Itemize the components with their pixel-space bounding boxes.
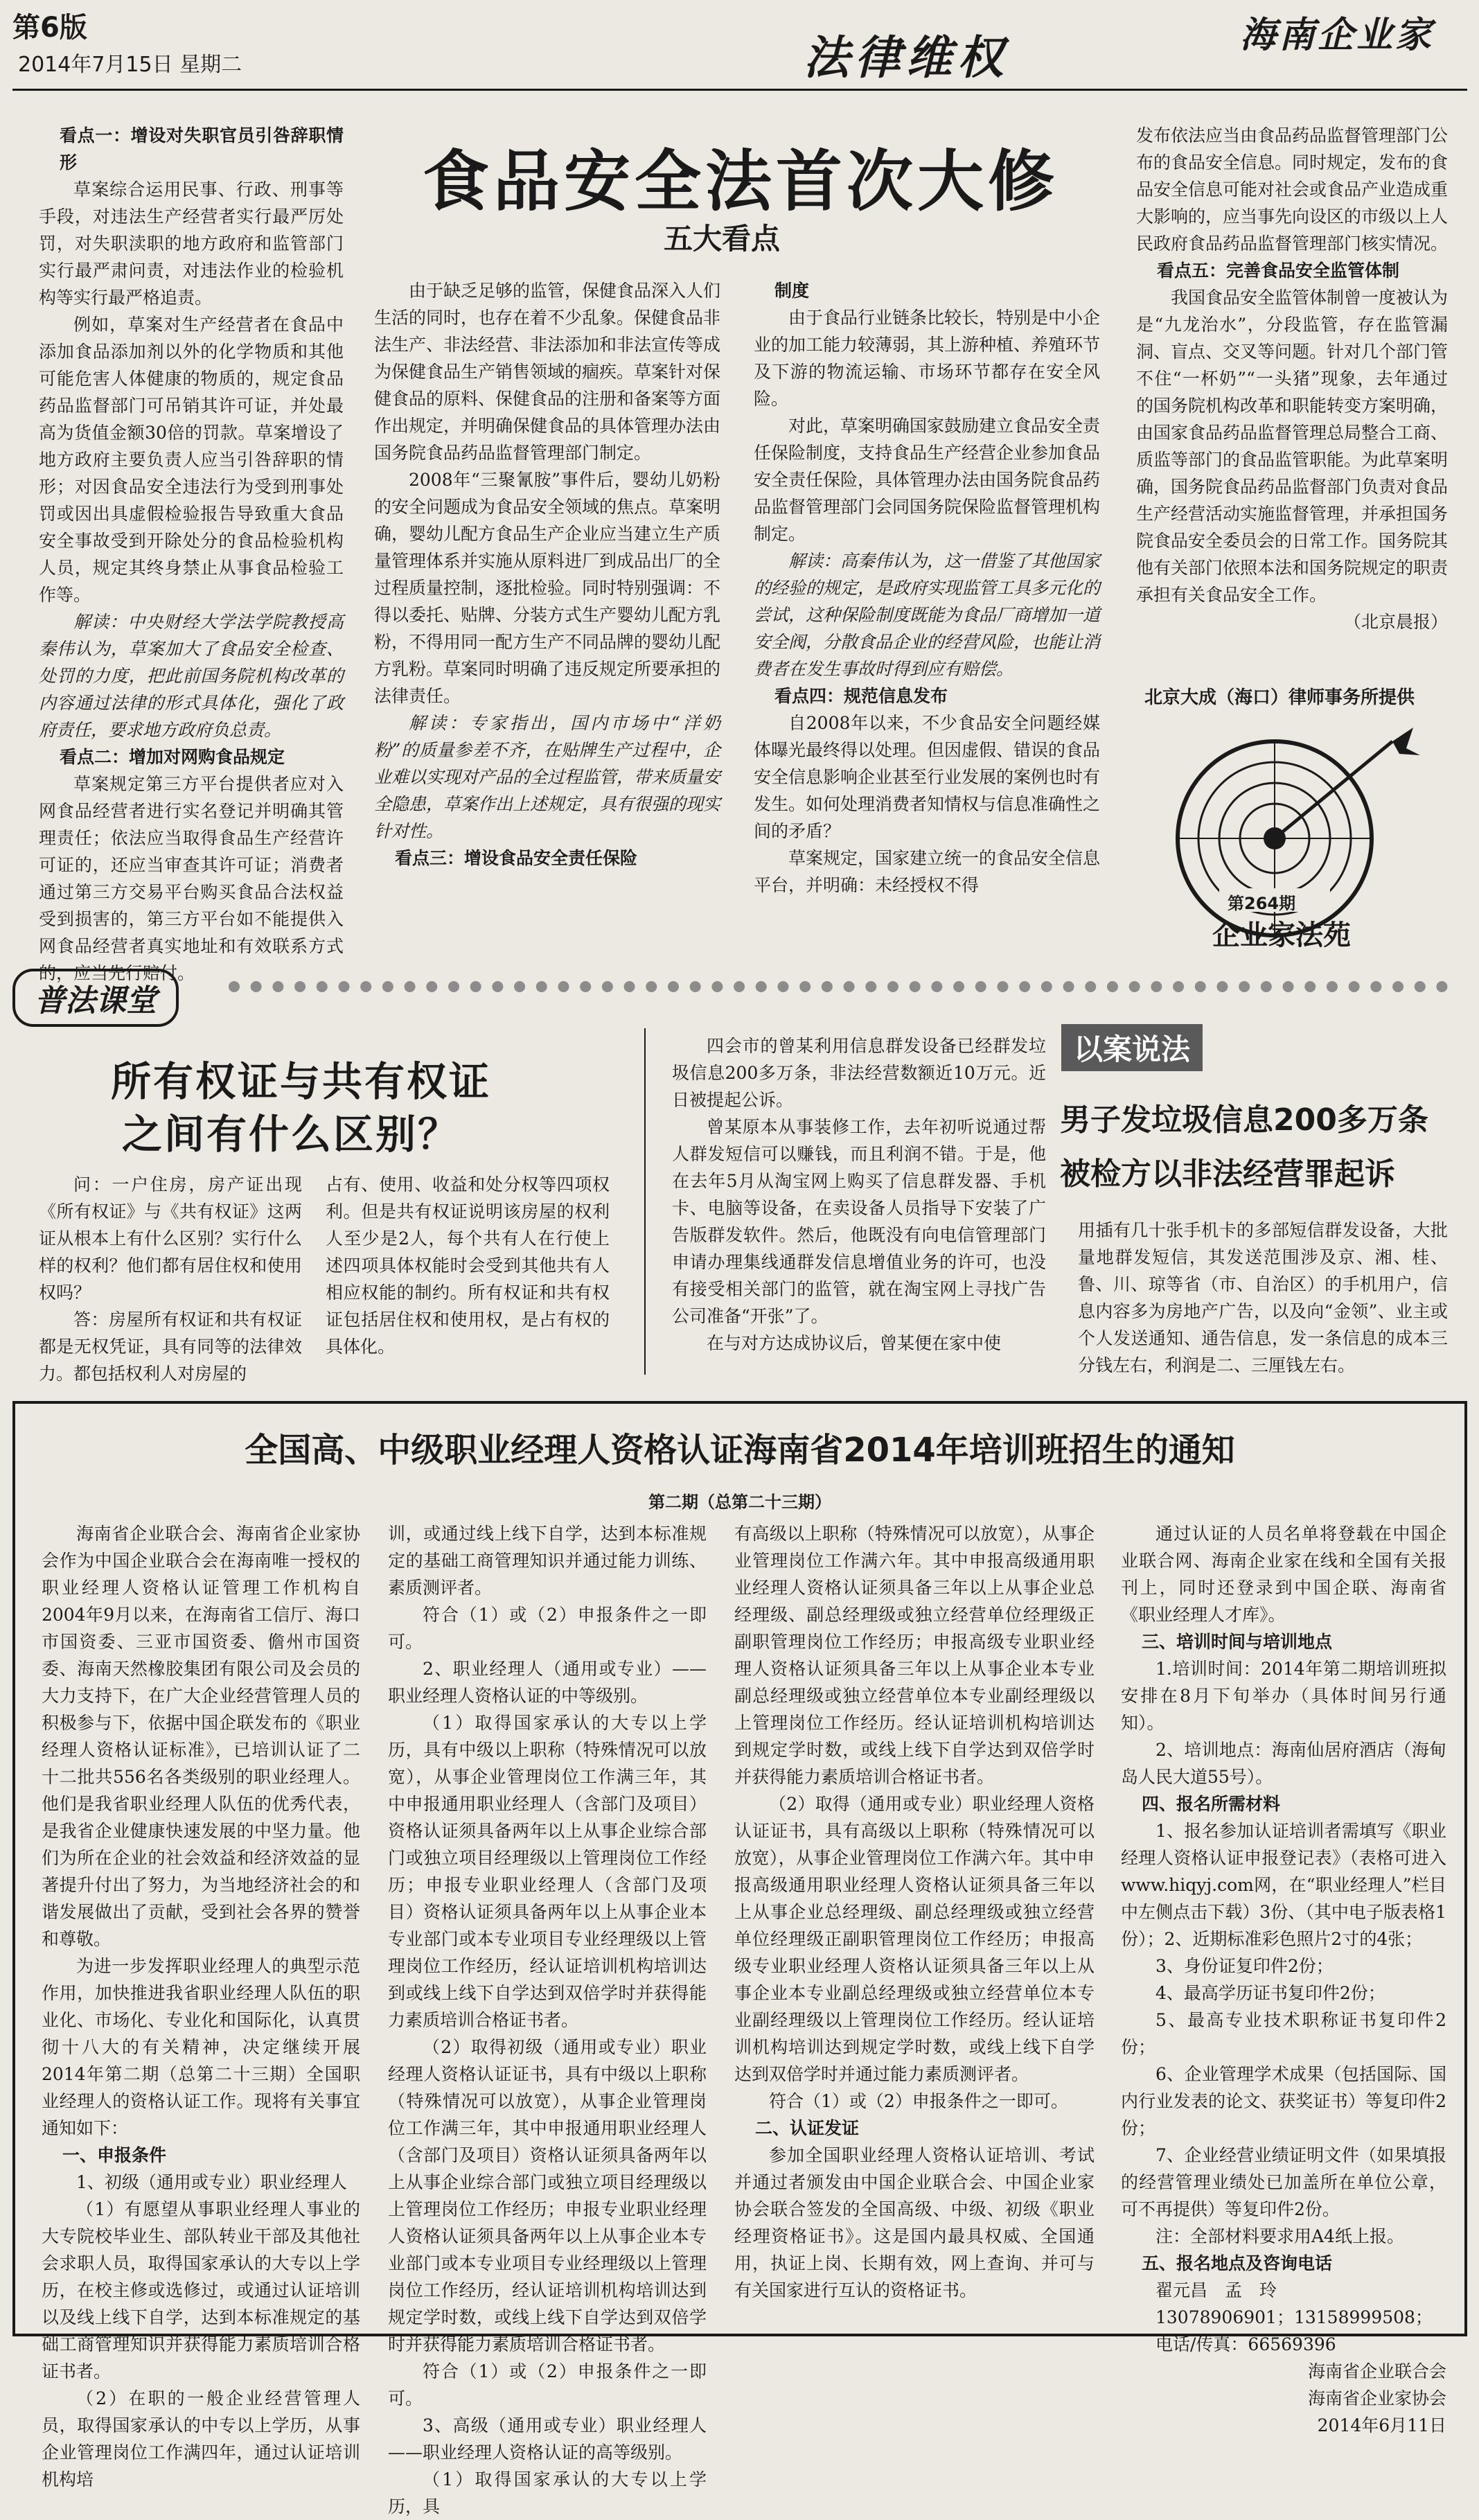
notice-col4 (1121, 1520, 1446, 2435)
paragraph: 1、报名参加认证培训者需填写《职业经理人资格认证申报登记表》（表格可进入www.hiqyj.com网，在“职业经理人”栏目中左侧点击下载）3份、（其中电子版表格1份）；2、近期标准彩色照片2寸的4张； (1121, 1821, 1446, 1949)
paragraph: 符合（1）或（2）申报条件之一即可。 (388, 2361, 707, 2408)
paragraph: 四会市的曾某利用信息群发设备已经群发垃圾信息200多万条，非法经营数额近10万元。近日被提起公诉。 (672, 1036, 1046, 1110)
paragraph: 5、最高专业技术职称证书复印件2份； (1121, 2010, 1446, 2057)
notice-col1 (42, 1520, 360, 2490)
paragraph: 曾某原本从事装修工作，去年初听说通过帮人群发短信可以赚钱，而且利润不错。于是，他在去年5月从淘宝网上购买了信息群发器、手机卡、电脑等设备，在卖设备人员指导下安装了广告版群发软件。然后，他既没有向电信管理部门申请办理集线通群发信息增值业务的许可，也没有接受相关部门的监管，就在淘宝网上寻找广告公司准备“开张”了。 (672, 1117, 1046, 1326)
paragraph: 3、高级（通用或专业）职业经理人——职业经理人资格认证的高等级别。 (388, 2415, 707, 2462)
paragraph: （1）有愿望从事职业经理人事业的大专院校毕业生、部队转业干部及其他社会求职人员，取得国家承认的大专以上学历，在校主修或选修过，或通过认证培训以及线上线下自学，达到本标准规定的基础工商管理知识并获得能力素质培训合格证书者。 (42, 2199, 360, 2381)
paragraph-heading: 二、认证发证 (755, 2118, 860, 2138)
paragraph: 草案综合运用民事、行政、刑事等手段，对违法生产经营者实行最严厉处罚，对失职渎职的地方政府和监管部门实行最严肃问责，对违法作业的检验机构等实行最严格追责。 (39, 179, 344, 308)
paragraph: 2008年“三聚氰胺”事件后，婴幼儿奶粉的安全问题成为食品安全领域的焦点。草案明确，婴幼儿配方食品生产企业应当建立生产质量管理体系并实施从原料进厂到成品出厂的全过程质量控制，逐批检验。同时特别强调：不得以委托、贴牌、分装方式生产婴幼儿配方乳粉，不得用同一配方生产不同品牌的婴幼儿配方乳粉。草案同时明确了违反规定所要承担的法律责任。 (374, 470, 721, 706)
paragraph: 6、企业管理学术成果（包括国际、国内行业发表的论文、获奖证书）等复印件2份； (1121, 2064, 1446, 2138)
paragraph: 草案规定第三方平台提供者应对入网食品经营者进行实名登记并明确其管理责任；依法应当取得食品生产经营许可证的，还应当审查其许可证；消费者通过第三方交易平台购买食品合法权益受到损害的，第三方平台如不能提供入网食品经营者真实地址和有效联系方式的，应当先行赔付。 (39, 774, 344, 983)
case-tag: 以案说法 (1061, 1024, 1203, 1071)
case-col-left (672, 1032, 1046, 1379)
paragraph: 7、企业经营业绩证明文件（如果填报的经营管理业绩处已加盖所在单位公章，可不再提供）等复印件2份。 (1121, 2145, 1446, 2219)
article1-col3 (754, 277, 1100, 956)
paragraph-heading: 看点一：增设对失职官员引咎辞职情形 (60, 125, 344, 173)
paragraph-heading: 一、申报条件 (62, 2145, 167, 2165)
paragraph: （2）在职的一般企业经营管理人员，取得国家承认的中专以上学历，从事企业管理岗位工作满四年，通过认证培训机构培 (42, 2388, 360, 2490)
paragraph: 为进一步发挥职业经理人的典型示范作用，加快推进我省职业经理人队伍的职业化、市场化、专业化和国际化，认真贯彻十八大的有关精神，决定继续开展2014年第二期（总第二十三期）全国职业经理人的资格认证工作。现将有关事宜通知如下： (42, 1956, 360, 2138)
notice-col2 (388, 1520, 707, 2517)
paragraph: 2、职业经理人（通用或专业）——职业经理人资格认证的中等级别。 (388, 1659, 707, 1706)
paragraph: 我国食品安全监管体制曾一度被认为是“九龙治水”，分段监管，存在监管漏洞、盲点、交叉等问题。针对几个部门管不住“一杯奶”“一头猪”现象，去年通过的国务院机构改革和职能转变方案明确，由国家食品药品监督管理总局整合工商、质监等部门的食品监管职能。为此草案明确，国务院食品药品监督部门负责对食品生产经营活动实施监督管理，并承担国务院食品安全委员会的日常工作。国务院其他有关部门依照本法和国务院规定的职责承担有关食品安全工作。 (1136, 288, 1449, 605)
paragraph: 符合（1）或（2）申报条件之一即可。 (388, 1605, 707, 1652)
pufa-col2 (326, 1171, 610, 1379)
article1-col4 (1136, 122, 1448, 676)
pufa-col1 (39, 1171, 302, 1384)
pufa-title-1: 所有权证与共有权证 (111, 1058, 492, 1105)
law-firm-credit: 北京大成（海口）律师事务所提供 (1144, 687, 1415, 708)
section-title: 法律维权 (804, 30, 1009, 85)
paragraph: 注：全部材料要求用A4纸上报。 (1155, 2226, 1404, 2246)
paragraph: 符合（1）或（2）申报条件之一即可。 (769, 2091, 1068, 2111)
headline: 食品安全法首次大修 (423, 143, 1059, 220)
paragraph: 发布依法应当由食品药品监督管理部门公布的食品安全信息。同时规定，发布的食品安全信息可能对社会或食品产业造成重大影响的，应当事先向设区的市级以上人民政府食品药品监督管理部门核实情况。 (1136, 125, 1449, 254)
issue-date: 2014年7月15日 星期二 (18, 53, 242, 77)
paragraph: 答：房屋所有权证和共有权证都是无权凭证，具有同等的法律效力。都包括权利人对房屋的 (39, 1310, 302, 1384)
notice-title: 全国高、中级职业经理人资格认证海南省2014年培训班招生的通知 (245, 1431, 1235, 1470)
paragraph: 自2008年以来，不少食品安全问题经媒体曝光最终得以处理。但因虚假、错误的食品安全信息影响企业甚至行业发展的案例也时有发生。如何处理消费者知情权与信息准确性之间的矛盾？ (754, 713, 1101, 841)
paragraph: 参加全国职业经理人资格认证培训、考试并通过者颁发由中国企业联合会、中国企业家协会联合签发的全国高级、中级、初级《职业经理资格证书》。这是国内最具权威、全国通用，执证上岗、长期有效，网上查询、并可与有关国家进行互认的资格证书。 (734, 2145, 1095, 2300)
column-name: 企业家法苑 (1212, 919, 1351, 951)
notice-issue: 第二期（总第二十三期） (648, 1492, 831, 1512)
case-title-1: 男子发垃圾信息200多万条 (1060, 1102, 1428, 1138)
paragraph: （北京晨报） (1343, 612, 1448, 632)
subheadline: 五大看点 (664, 222, 781, 256)
column-issue: 第264期 (1228, 894, 1296, 913)
paragraph: 翟元昌 孟 玲 (1155, 2280, 1277, 2300)
paragraph-heading: 看点二：增加对网购食品规定 (60, 747, 285, 767)
paragraph: 用插有几十张手机卡的多部短信群发设备，大批量地群发短信，其发送范围涉及京、湘、桂、鲁、川、琼等省（市、自治区）的手机用户，信息内容多为房地产广告，以及向“金领”、业主或个人发送通知、通告信息，发一条信息的成本三分钱左右，利润是二、三厘钱左右。 (1078, 1220, 1448, 1375)
paragraph: 解读：高秦伟认为，这一借鉴了其他国家的经验的规定，是政府实现监管工具多元化的尝试，这种保险制度既能为食品厂商增加一道安全阀，分散食品企业的经营风险，也能让消费者在发生事故时得到应有赔偿。 (754, 551, 1101, 679)
paragraph: 有高级以上职称（特殊情况可以放宽），从事企业管理岗位工作满六年。其中申报高级通用职业经理人资格认证须具备三年以上从事企业总经理级、副总经理级或独立经营单位经理级正副职管理岗位工作经历；申报高级专业职业经理人资格认证须具备三年以上从事企业本专业副总经理级或独立经营单位本专业副经理级以上管理岗位工作经历。经认证培训机构培训达到规定学时数，或线上线下自学达到双倍学时并获得能力素质培训合格证书者。 (734, 1524, 1095, 1787)
paragraph: 电话/传真：66569396 (1155, 2334, 1336, 2354)
paragraph-heading: 看点四：规范信息发布 (774, 686, 948, 706)
paragraph: 1.培训时间：2014年第二期培训班拟安排在8月下旬举办（具体时间另行通知）。 (1121, 1659, 1446, 1733)
notice-col3 (734, 1520, 1095, 2331)
article1-col1 (39, 122, 344, 983)
paragraph: 2014年6月11日 (1317, 2415, 1446, 2435)
case-title-2: 被检方以非法经营罪起诉 (1060, 1156, 1395, 1192)
paragraph: 海南省企业联合会、海南省企业家协会作为中国企业联合会在海南唯一授权的职业经理人资格认证管理工作机构自2004年9月以来，在海南省工信厅、海口市国资委、三亚市国资委、儋州市国资委、海南天然橡胶集团有限公司及会员的大力支持下，在广大企业经营管理人员的积极参与下，依据中国企联发布的《职业经理人资格认证标准》，已培训认证了二十二批共556名各类级别的职业经理人。他们是我省职业经理人队伍的优秀代表，是我省企业健康快速发展的中坚力量。他们为所在企业的社会效益和经济效益的显著提升付出了努力，为当地经济社会的和谐发展做出了贡献，受到社会各界的赞誉和尊敬。 (42, 1524, 360, 1949)
paragraph: 由于缺乏足够的监管，保健食品深入人们生活的同时，也存在着不少乱象。保健食品非法生产、非法经营、非法添加和非法宣传等成为保健食品生产销售领域的痼疾。草案针对保健食品的原料、保健食品的注册和备案等方面作出规定，并明确保健食品的具体管理办法由国务院食品药品监督管理部门制定。 (374, 281, 721, 463)
paragraph: 训，或通过线上线下自学，达到本标准规定的基础工商管理知识并通过能力训练、素质测评者。 (388, 1524, 707, 1598)
paper-logo: 海南企业家 (1240, 14, 1435, 56)
paragraph: 海南省企业家协会 (1307, 2388, 1446, 2408)
paragraph: （1）取得国家承认的大专以上学历，具有中级以上职称（特殊情况可以放宽），从事企业管理岗位工作满三年，其中申报通用职业经理人（含部门及项目）资格认证须具备两年以上从事企业综合部门或独立项目经理级以上管理岗位工作经历；申报专业职业经理人（含部门及项目）资格认证须具备两年以上从事企业本专业部门或本专业项目专业经理级以上管理岗位工作经历，经认证培训机构培训达到或线上线下自学达到双倍学时并获得能力素质培训合格证书者。 (388, 1713, 707, 2030)
paragraph-heading: 看点三：增设食品安全责任保险 (395, 848, 638, 868)
paragraph: 通过认证的人员名单将登载在中国企业联合网、海南企业家在线和全国有关报刊上，同时还登录到中国企联、海南省《职业经理人才库》。 (1121, 1524, 1446, 1625)
paragraph-heading: 制度 (774, 281, 810, 301)
paragraph: 4、最高学历证书复印件2份； (1155, 1983, 1385, 2003)
case-col-right (1078, 1217, 1448, 1380)
paragraph: （1）取得国家承认的大专以上学历，具 (388, 2469, 707, 2517)
paragraph: 13078906901；13158999508； (1155, 2307, 1433, 2327)
paragraph-heading: 五、报名地点及咨询电话 (1142, 2253, 1333, 2273)
paragraph: 3、身份证复印件2份； (1155, 1956, 1334, 1976)
masthead-rule (12, 89, 1467, 91)
paragraph: 对此，草案明确国家鼓励建立食品安全责任保险制度，支持食品生产经营企业参加食品安全责任保险，具体管理办法由国务院食品药品监督管理部门会同国务院保险监督管理机构制定。 (754, 416, 1101, 544)
paragraph: 在与对方达成协议后，曾某便在家中使 (707, 1333, 1002, 1353)
paragraph: 解读：中央财经大学法学院教授高秦伟认为，草案加大了食品安全检查、处罚的力度，把此前国务院机构改革的内容通过法律的形式具体化，强化了政府责任，要求地方政府负总责。 (39, 612, 344, 740)
paragraph: 占有、使用、收益和处分权等四项权利。但是共有权证说明该房屋的权利人至少是2人，每个共有人在行使上述四项具体权能时会受到其他共有人相应权能的制约。所有权证和共有权证包括居住权和使用权，是占有权的具体化。 (326, 1174, 610, 1357)
paragraph: 2、培训地点：海南仙居府酒店（海甸岛人民大道55号）。 (1121, 1740, 1446, 1787)
paragraph: 问：一户住房，房产证出现《所有权证》与《共有权证》这两证从根本上有什么区别？实行什么样的权利？他们都有居住权和使用权吗？ (39, 1174, 302, 1303)
paragraph: 由于食品行业链条比较长，特别是中小企业的加工能力较薄弱，其上游种植、养殖环节及下游的物流运输、市场环节都存在安全风险。 (754, 308, 1101, 409)
paragraph-heading: 看点五：完善食品安全监管体制 (1157, 261, 1400, 281)
paragraph: （2）取得（通用或专业）职业经理人资格认证证书，具有高级以上职称（特殊情况可以放宽），从事企业管理岗位工作满六年。其中申报高级通用职业经理人资格认证须具备三年以上从事企业总经理级、副总经理级或独立经营单位经理级正副职管理岗位工作经历；申报高级专业职业经理人资格认证须具备三年以上从事企业本专业副总经理级或独立经营单位本专业副经理级以上管理岗位工作经历。经认证培训机构培训达到规定学时数，或线上线下自学达到双倍学时并通过能力素质测评者。 (734, 1794, 1095, 2084)
paragraph: 解读：专家指出，国内市场中“洋奶粉”的质量参差不齐，在贴牌生产过程中，企业难以实现对产品的全过程监管，带来质量安全隐患，草案作出上述规定，具有很强的现实针对性。 (374, 713, 721, 841)
paragraph: （2）取得初级（通用或专业）职业经理人资格认证证书，具有中级以上职称（特殊情况可以放宽），从事企业管理岗位工作满三年，其中申报通用职业经理人（含部门及项目）资格认证须具备两年以上从事企业综合部门或独立项目经理级以上管理岗位工作经历；申报专业职业经理人资格认证须具备两年以上从事企业本专业部门或本专业项目专业经理级以上管理岗位工作经历，经认证培训机构培训达到规定学时数，或线上线下自学达到双倍学时并获得能力素质培训合格证书者。 (388, 2037, 707, 2354)
paragraph: 草案规定，国家建立统一的食品安全信息平台，并明确：未经授权不得 (754, 848, 1101, 895)
paragraph: 例如，草案对生产经营者在食品中添加食品添加剂以外的化学物质和其他可能危害人体健康的物质的，规定食品药品监督部门可吊销其许可证，并处最高为货值金额30倍的罚款。草案增设了地方政府主要负责人应当引咎辞职的情形；对因食品安全违法行为受到刑事处罚或因出具虚假检验报告导致重大食品安全事故受到开除处分的食品检验机构人员，规定其终身禁止从事食品检验工作等。 (39, 315, 344, 605)
pufa-tag: 普法课堂 (12, 969, 179, 1027)
paragraph: 1、初级（通用或专业）职业经理人 (76, 2172, 347, 2192)
section-divider (229, 981, 1448, 992)
paragraph: 海南省企业联合会 (1307, 2361, 1446, 2381)
paragraph-heading: 四、报名所需材料 (1142, 1794, 1281, 1814)
pufa-title-2: 之间有什么区别？ (122, 1111, 461, 1158)
page-number: 第6版 (12, 12, 87, 44)
paragraph-heading: 三、培训时间与培训地点 (1142, 1632, 1333, 1652)
article1-col2 (374, 277, 720, 956)
pufa-case-separator (644, 1028, 646, 1375)
